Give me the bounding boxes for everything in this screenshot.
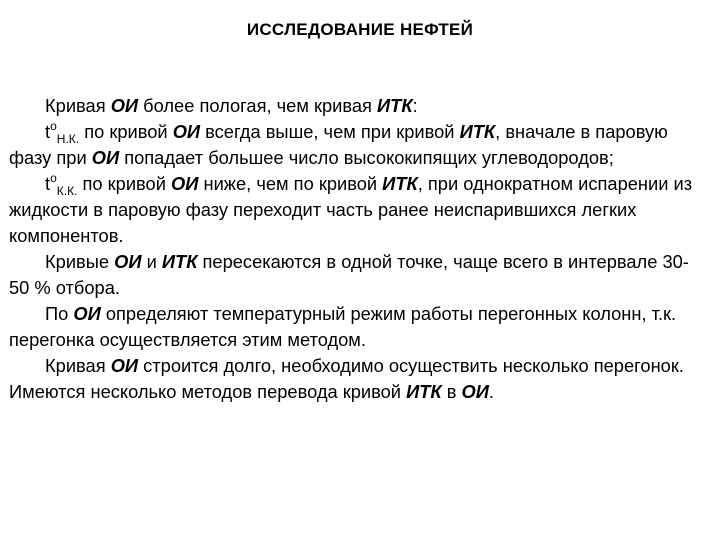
paragraph-6 (9, 353, 709, 405)
text-segment: более пологая, чем кривая (138, 95, 378, 116)
term-oi: ОИ (461, 381, 489, 402)
text-segment: Кривая (45, 95, 111, 116)
text-segment: , вначале в паровую фазу при (9, 121, 668, 168)
term-itk: ИТК (382, 173, 418, 194)
term-oi: ОИ (110, 95, 139, 116)
term-oi: ОИ (114, 251, 142, 272)
paragraph-1 (9, 93, 709, 119)
term-itk: ИТК (161, 251, 198, 272)
degree-mark: o (50, 119, 57, 133)
text-segment: по кривой (77, 173, 172, 194)
paragraph-5 (9, 301, 709, 353)
slide-body (9, 93, 709, 405)
slide-title: ИССЛЕДОВАНИЕ НЕФТЕЙ (246, 20, 474, 39)
temperature-symbol: t (45, 173, 51, 194)
degree-mark: o (50, 171, 57, 185)
text-segment: ниже, чем по кривой (198, 173, 383, 194)
term-oi: ОИ (171, 173, 199, 194)
text-segment: в (441, 381, 462, 402)
boiling-end-subscript: К.К. (56, 184, 78, 198)
term-oi: ОИ (172, 121, 201, 142)
text-segment: всегда выше, чем при кривой (200, 121, 460, 142)
text-segment: : (412, 95, 418, 116)
paragraph-4 (9, 249, 709, 301)
term-oi: ОИ (73, 303, 101, 324)
text-segment: , при однократном испарении из жидкости в паровую фазу переходит часть ранее неиспарившихся легких компонентов. (9, 173, 693, 246)
text-segment: По (45, 303, 74, 324)
text-segment: по кривой (79, 121, 173, 142)
text-segment: определяют температурный режим работы перегонных колонн, т.к. перегонка осуществляется этим методом. (9, 303, 677, 350)
text-segment: Кривая (45, 355, 111, 376)
text-segment: Кривые (45, 251, 115, 272)
temperature-symbol: t (45, 121, 51, 142)
term-oi: ОИ (110, 355, 139, 376)
text-segment: попадает большее число высококипящих углеводородов; (119, 147, 614, 168)
paragraph-3 (9, 171, 709, 249)
term-oi: ОИ (91, 147, 120, 168)
text-segment: строится долго, необходимо осуществить несколько перегонок. Имеются несколько методов перевода кривой (9, 355, 684, 402)
term-itk: ИТК (377, 95, 413, 116)
term-itk: ИТК (406, 381, 442, 402)
paragraph-2 (9, 119, 709, 171)
boiling-start-subscript: Н.К. (56, 132, 80, 146)
text-segment: и (141, 251, 162, 272)
text-segment: . (488, 381, 495, 402)
term-itk: ИТК (459, 121, 496, 142)
text-segment: пересекаются в одной точке, чаще всего в интервале 30-50 % отбора. (9, 251, 689, 298)
